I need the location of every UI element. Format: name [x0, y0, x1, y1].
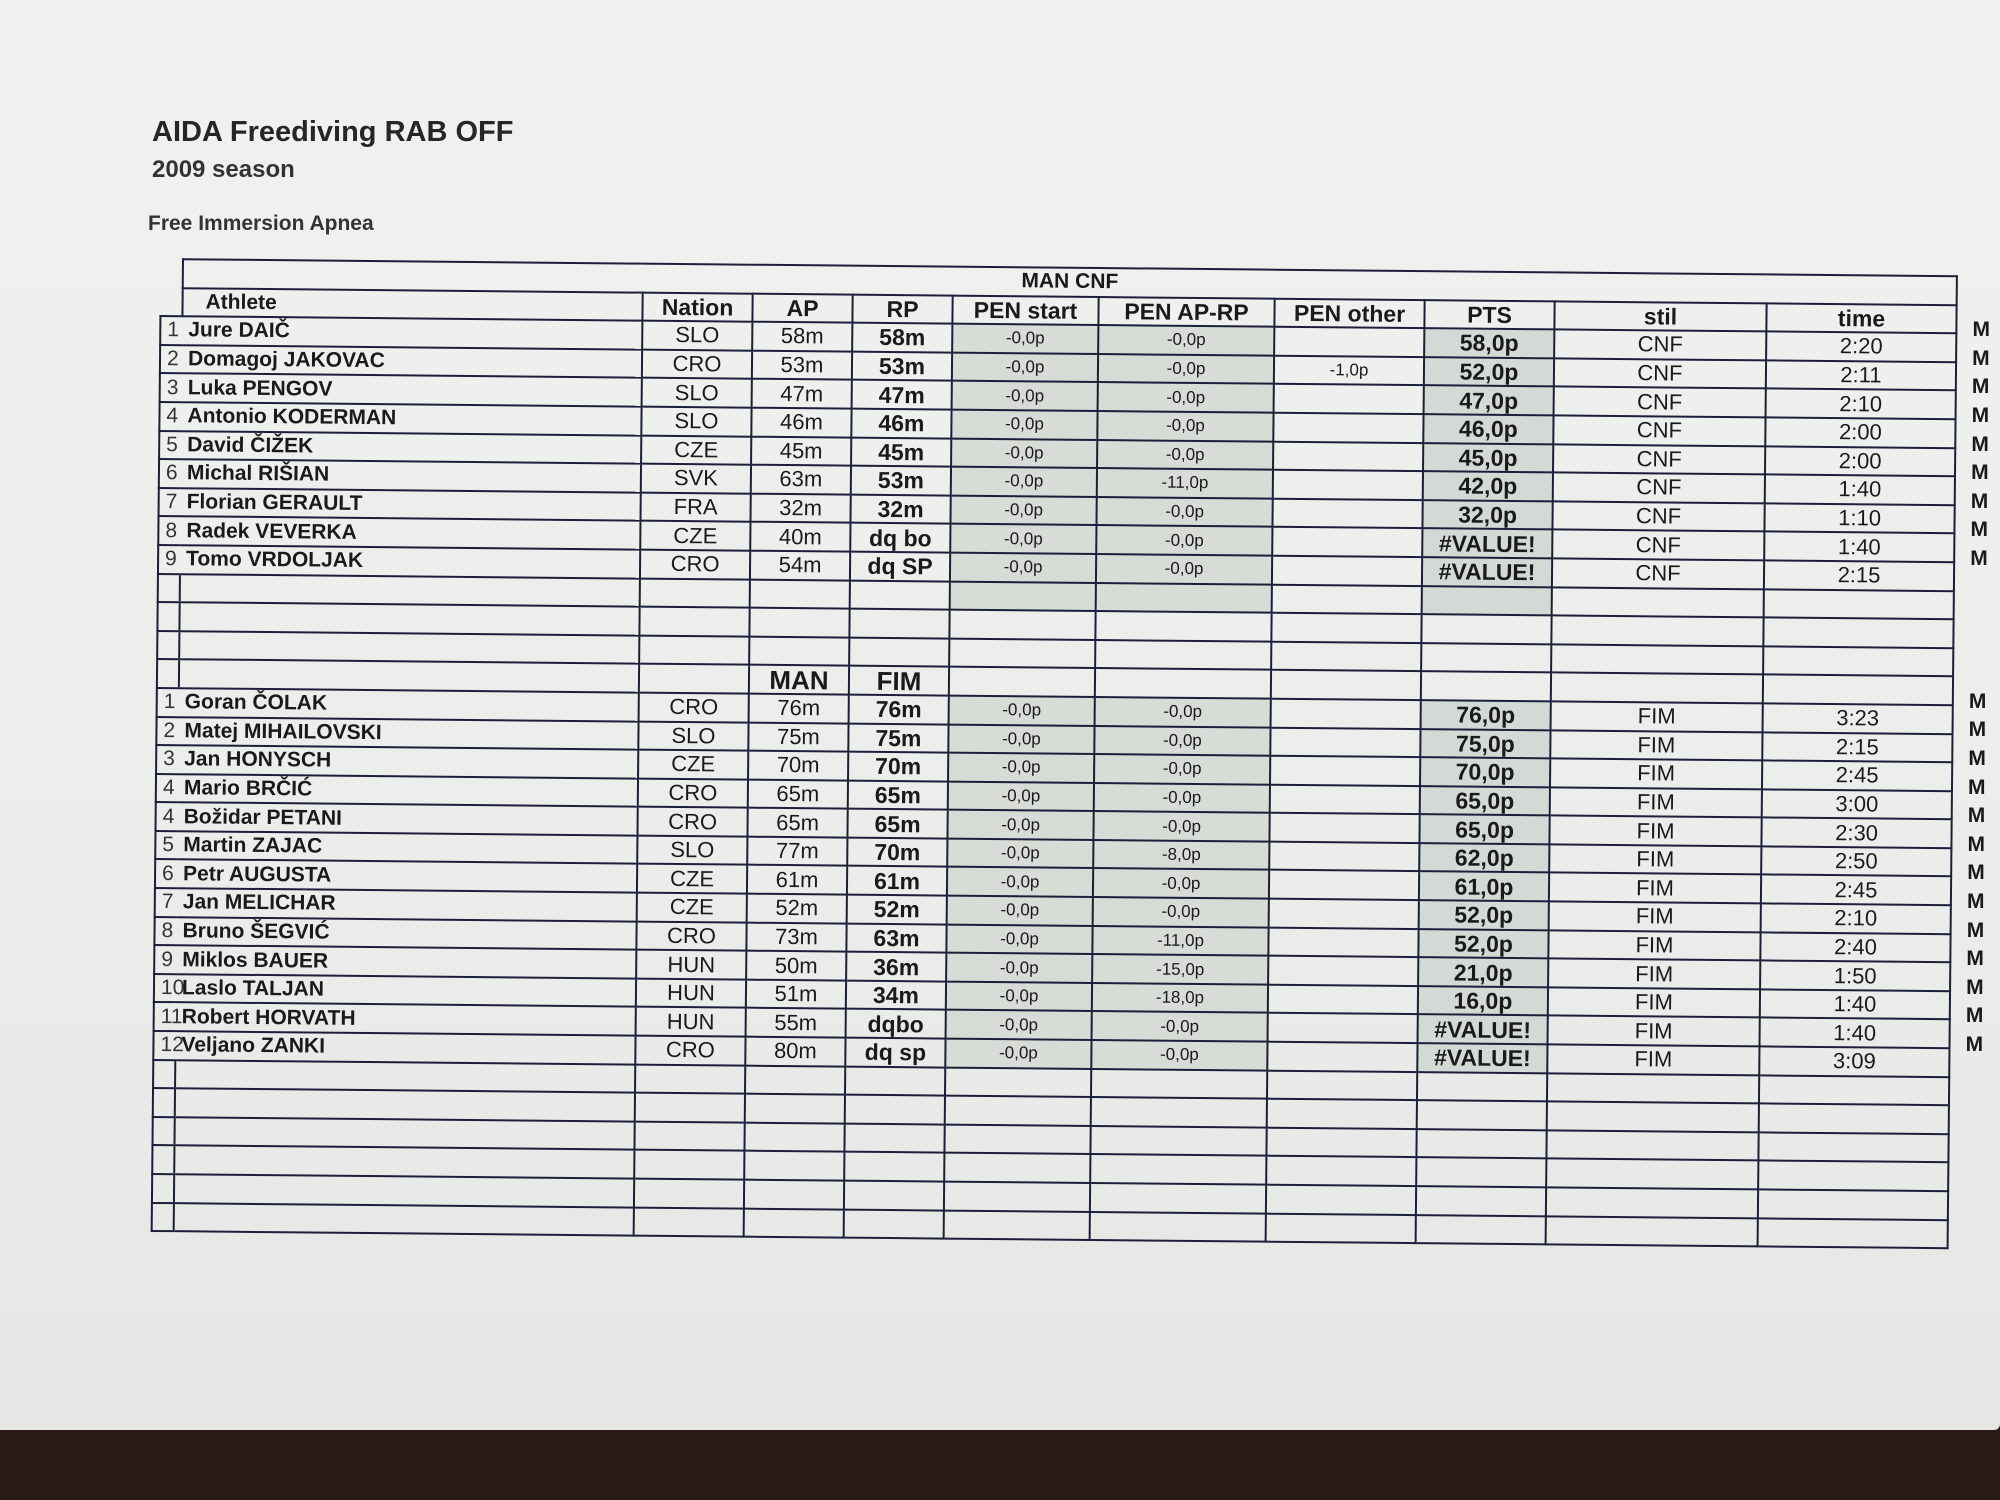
announced-performance: 80m — [745, 1037, 845, 1067]
nation-code: CRO — [636, 921, 746, 951]
realized-performance: 53m — [852, 351, 952, 381]
penalty-start: -0,0p — [952, 324, 1098, 354]
dive-time: 1:10 — [1764, 503, 1954, 533]
penalty-other — [1270, 756, 1420, 786]
points: 45,0p — [1423, 443, 1553, 473]
header-pen-start: PEN start — [952, 295, 1098, 325]
realized-performance: 52m — [847, 895, 947, 925]
realized-performance: dq sp — [845, 1038, 945, 1068]
status-mark: M — [1966, 918, 1985, 942]
penalty-ap-rp: -0,0p — [1096, 525, 1272, 555]
rank-number: 2 — [160, 345, 182, 374]
cnf-results — [158, 316, 1956, 591]
athlete-name: Luka PENGOV — [182, 374, 642, 407]
penalty-ap-rp: -8,0p — [1093, 840, 1269, 870]
nation-code: HUN — [636, 1007, 746, 1037]
nation-code: CZE — [638, 750, 748, 780]
penalty-start: -0,0p — [947, 867, 1093, 897]
status-mark: M — [1972, 318, 1990, 342]
rank-number: 1 — [157, 688, 179, 717]
nation-code: CRO — [642, 349, 752, 379]
penalty-other — [1269, 870, 1419, 900]
rank-number: 11 — [154, 1002, 176, 1031]
announced-performance: 51m — [746, 980, 846, 1010]
penalty-ap-rp: -0,0p — [1094, 754, 1270, 784]
status-mark: M — [1970, 546, 1988, 570]
section-spacer — [157, 574, 1954, 706]
dive-time: 3:00 — [1762, 789, 1952, 819]
style: CNF — [1553, 415, 1765, 446]
penalty-ap-rp: -0,0p — [1095, 697, 1271, 727]
dive-time: 2:10 — [1761, 903, 1951, 933]
style: FIM — [1550, 730, 1762, 761]
points: 46,0p — [1423, 414, 1553, 444]
penalty-ap-rp: -0,0p — [1096, 554, 1272, 584]
penalty-other — [1272, 527, 1422, 557]
announced-performance: 61m — [747, 865, 847, 895]
points: 65,0p — [1420, 786, 1550, 816]
realized-performance: dq bo — [850, 523, 950, 553]
header-nation: Nation — [642, 292, 752, 322]
status-mark: M — [1972, 346, 1990, 370]
athlete-name: Martin ZAJAC — [177, 831, 637, 864]
announced-performance: 50m — [746, 951, 846, 981]
announced-performance: 76m — [749, 694, 849, 724]
dive-time: 3:09 — [1759, 1046, 1949, 1076]
status-mark: M — [1970, 489, 1989, 513]
realized-performance: 45m — [851, 437, 951, 467]
nation-code: SLO — [642, 321, 752, 351]
announced-performance: 65m — [747, 808, 847, 838]
section-label-fim: FIM — [849, 666, 949, 696]
athlete-name: Domagoj JAKOVAC — [182, 345, 642, 378]
penalty-start: -0,0p — [950, 553, 1096, 583]
penalty-other — [1273, 413, 1423, 443]
penalty-start: -0,0p — [950, 495, 1096, 525]
status-mark: M — [1971, 403, 1990, 427]
style: FIM — [1549, 816, 1761, 847]
nation-code: CZE — [637, 864, 747, 894]
points: 16,0p — [1418, 986, 1548, 1016]
realized-performance: 32m — [850, 494, 950, 524]
penalty-other — [1268, 985, 1418, 1015]
status-mark: M — [1968, 775, 1986, 799]
penalty-ap-rp: -0,0p — [1091, 1040, 1267, 1070]
penalty-start: -0,0p — [951, 467, 1097, 497]
status-mark: M — [1966, 890, 1985, 914]
penalty-ap-rp: -0,0p — [1098, 354, 1274, 384]
points: 58,0p — [1424, 328, 1554, 358]
style: FIM — [1547, 1044, 1759, 1075]
header-ap: AP — [752, 293, 852, 323]
nation-code: CRO — [635, 1036, 745, 1066]
nation-code: CRO — [639, 693, 749, 723]
realized-performance: 36m — [846, 952, 946, 982]
points: 21,0p — [1418, 957, 1548, 987]
header-athlete: Athlete — [182, 288, 642, 321]
penalty-other — [1268, 927, 1418, 957]
penalty-ap-rp: -0,0p — [1094, 725, 1270, 755]
rank-number: 4 — [159, 402, 181, 431]
athlete-name: Jan HONYSCH — [178, 745, 638, 778]
points: 52,0p — [1424, 357, 1554, 387]
penalty-ap-rp: -0,0p — [1093, 868, 1269, 898]
style: FIM — [1548, 930, 1760, 961]
rank-number: 2 — [156, 716, 178, 745]
nation-code: FRA — [640, 492, 750, 522]
points: 70,0p — [1420, 757, 1550, 787]
realized-performance: 63m — [846, 923, 946, 953]
realized-performance: 65m — [847, 809, 947, 839]
points: #VALUE! — [1417, 1043, 1547, 1073]
penalty-start: -0,0p — [950, 524, 1096, 554]
header-time: time — [1766, 303, 1956, 333]
header-pen-other: PEN other — [1274, 298, 1424, 328]
dive-time: 1:50 — [1760, 961, 1950, 991]
style: FIM — [1548, 959, 1760, 990]
results-sheet — [151, 258, 1956, 1249]
status-mark: M — [1967, 861, 1985, 885]
penalty-ap-rp: -0,0p — [1098, 325, 1274, 355]
athlete-name: Matej MIHAILOVSKI — [178, 717, 638, 750]
penalty-other — [1272, 498, 1422, 528]
document-title: AIDA Freediving RAB OFF — [152, 116, 514, 148]
athlete-name: Antonio KODERMAN — [181, 402, 641, 435]
penalty-start: -0,0p — [952, 381, 1098, 411]
penalty-other — [1268, 1013, 1418, 1043]
nation-code: SVK — [641, 464, 751, 494]
penalty-start: -0,0p — [948, 753, 1094, 783]
rank-number: 6 — [155, 859, 177, 888]
athlete-name: Miklos BAUER — [176, 945, 636, 978]
status-mark: M — [1965, 1004, 1984, 1028]
dive-time: 2:45 — [1762, 760, 1952, 790]
header-rp: RP — [852, 294, 952, 324]
penalty-ap-rp: -18,0p — [1092, 983, 1268, 1013]
penalty-start: -0,0p — [946, 924, 1092, 954]
announced-performance: 40m — [750, 522, 850, 552]
status-mark: M — [1968, 747, 1986, 771]
nation-code: SLO — [641, 407, 751, 437]
rank-number: 12 — [153, 1031, 175, 1060]
realized-performance: 61m — [847, 866, 947, 896]
dive-time: 1:40 — [1765, 475, 1955, 505]
points: 32,0p — [1422, 500, 1552, 530]
style: FIM — [1550, 758, 1762, 789]
athlete-name: Bruno ŠEGVIĆ — [176, 917, 636, 950]
announced-performance: 77m — [747, 837, 847, 867]
realized-performance: 70m — [848, 752, 948, 782]
document-season: 2009 season — [152, 156, 295, 183]
style: FIM — [1550, 787, 1762, 818]
athlete-name: Jure DAIČ — [182, 316, 642, 349]
penalty-ap-rp: -11,0p — [1097, 468, 1273, 498]
points: 52,0p — [1419, 900, 1549, 930]
announced-performance: 45m — [751, 436, 851, 466]
penalty-other — [1270, 784, 1420, 814]
status-mark: M — [1971, 461, 1989, 485]
dive-time: 2:20 — [1766, 332, 1956, 362]
announced-performance: 75m — [748, 722, 848, 752]
announced-performance: 55m — [746, 1008, 846, 1038]
status-mark: M — [1968, 689, 1987, 713]
penalty-start: -0,0p — [949, 695, 1095, 725]
penalty-start: -0,0p — [947, 896, 1093, 926]
points: #VALUE! — [1422, 557, 1552, 587]
rank-number: 5 — [159, 431, 181, 460]
realized-performance: 53m — [851, 466, 951, 496]
penalty-other — [1274, 327, 1424, 357]
section-label-man: MAN — [749, 665, 849, 695]
penalty-ap-rp: -0,0p — [1093, 897, 1269, 927]
dive-time: 2:15 — [1764, 560, 1954, 590]
style: FIM — [1548, 1016, 1760, 1047]
header-stil: stil — [1554, 301, 1766, 332]
athlete-name: Goran ČOLAK — [179, 688, 639, 721]
penalty-start: -0,0p — [951, 438, 1097, 468]
rank-number: 6 — [159, 459, 181, 488]
style: FIM — [1549, 844, 1761, 875]
points: 52,0p — [1418, 929, 1548, 959]
rank-number: 3 — [160, 373, 182, 402]
rank-number: 4 — [156, 774, 178, 803]
rank-number: 8 — [154, 917, 176, 946]
announced-performance: 65m — [748, 779, 848, 809]
athlete-name: Robert HORVATH — [176, 1003, 636, 1036]
penalty-ap-rp: -0,0p — [1096, 497, 1272, 527]
realized-performance: dqbo — [846, 1009, 946, 1039]
rank-number: 10 — [154, 974, 176, 1003]
penalty-ap-rp: -15,0p — [1092, 954, 1268, 984]
athlete-name: Božidar PETANI — [177, 802, 637, 835]
penalty-start: -0,0p — [951, 410, 1097, 440]
penalty-start: -0,0p — [945, 1039, 1091, 1069]
penalty-other — [1271, 699, 1421, 729]
penalty-start: -0,0p — [946, 981, 1092, 1011]
penalty-other — [1269, 813, 1419, 843]
nation-code: CZE — [637, 893, 747, 923]
status-mark: M — [1970, 518, 1989, 542]
fim-results — [153, 688, 1953, 1077]
style: CNF — [1554, 387, 1766, 418]
penalty-ap-rp: -0,0p — [1092, 1011, 1268, 1041]
athlete-name: Tomo VRDOLJAK — [180, 545, 640, 578]
penalty-other — [1273, 441, 1423, 471]
realized-performance: dq SP — [850, 552, 950, 582]
points: 62,0p — [1419, 843, 1549, 873]
rank-number: 1 — [160, 316, 182, 345]
banner-man-cnf: MAN CNF — [183, 259, 1957, 305]
style: CNF — [1552, 530, 1764, 561]
dive-time: 2:30 — [1761, 818, 1951, 848]
athlete-name: Jan MELICHAR — [177, 888, 637, 921]
nation-code: CRO — [637, 807, 747, 837]
points: 76,0p — [1421, 700, 1551, 730]
penalty-other — [1269, 842, 1419, 872]
nation-code: CRO — [638, 778, 748, 808]
dive-time: 1:40 — [1764, 532, 1954, 562]
athlete-name: Mario BRČIĆ — [178, 774, 638, 807]
announced-performance: 53m — [752, 350, 852, 380]
rank-number: 3 — [156, 745, 178, 774]
dive-time: 1:40 — [1760, 1018, 1950, 1048]
rank-number: 9 — [154, 945, 176, 974]
rank-number: 8 — [158, 516, 180, 545]
points: #VALUE! — [1422, 528, 1552, 558]
penalty-other: -1,0p — [1274, 355, 1424, 385]
status-mark: M — [1968, 718, 1987, 742]
realized-performance: 76m — [849, 695, 949, 725]
penalty-ap-rp: -0,0p — [1097, 411, 1273, 441]
style: CNF — [1553, 473, 1765, 504]
style: FIM — [1549, 901, 1761, 932]
style: FIM — [1551, 701, 1763, 732]
athlete-name: Radek VEVERKA — [180, 517, 640, 550]
realized-performance: 75m — [848, 723, 948, 753]
status-mark: M — [1967, 804, 1986, 828]
status-mark: M — [1966, 975, 1984, 999]
dive-time: 2:00 — [1765, 446, 1955, 476]
nation-code: SLO — [637, 835, 747, 865]
dive-time: 2:15 — [1762, 732, 1952, 762]
style: CNF — [1554, 330, 1766, 361]
points: #VALUE! — [1418, 1015, 1548, 1045]
athlete-name: David ČIŽEK — [181, 431, 641, 464]
dive-time: 3:23 — [1763, 703, 1953, 733]
announced-performance: 52m — [747, 894, 847, 924]
realized-performance: 58m — [852, 323, 952, 353]
announced-performance: 32m — [750, 493, 850, 523]
nation-code: CZE — [640, 521, 750, 551]
points: 65,0p — [1419, 814, 1549, 844]
nation-code: CZE — [641, 435, 751, 465]
style: FIM — [1548, 987, 1760, 1018]
announced-performance: 73m — [746, 922, 846, 952]
points: 75,0p — [1420, 729, 1550, 759]
nation-code: SLO — [642, 378, 752, 408]
penalty-other — [1267, 1042, 1417, 1072]
penalty-ap-rp: -0,0p — [1098, 382, 1274, 412]
points: 42,0p — [1423, 471, 1553, 501]
results-table — [151, 258, 1958, 1249]
rank-number: 7 — [159, 488, 181, 517]
announced-performance: 63m — [751, 465, 851, 495]
athlete-name: Petr AUGUSTA — [177, 860, 637, 893]
athlete-name: Laslo TALJAN — [176, 974, 636, 1007]
points: 61,0p — [1419, 872, 1549, 902]
nation-code: HUN — [636, 978, 746, 1008]
realized-performance: 46m — [851, 409, 951, 439]
penalty-start: -0,0p — [946, 953, 1092, 983]
dive-time: 2:10 — [1766, 389, 1956, 419]
announced-performance: 47m — [752, 379, 852, 409]
announced-performance: 58m — [752, 322, 852, 352]
rank-number: 4 — [156, 802, 178, 831]
header-pts: PTS — [1424, 300, 1554, 330]
status-mark: M — [1967, 832, 1985, 856]
announced-performance: 70m — [748, 751, 848, 781]
nation-code: HUN — [636, 950, 746, 980]
penalty-start: -0,0p — [947, 810, 1093, 840]
status-mark: M — [1971, 375, 1990, 399]
penalty-ap-rp: -11,0p — [1092, 926, 1268, 956]
dive-time: 2:50 — [1761, 846, 1951, 876]
status-mark: M — [1971, 432, 1989, 456]
penalty-start: -0,0p — [948, 781, 1094, 811]
penalty-other — [1270, 727, 1420, 757]
penalty-start: -0,0p — [947, 838, 1093, 868]
penalty-ap-rp: -0,0p — [1094, 783, 1270, 813]
penalty-other — [1269, 899, 1419, 929]
penalty-ap-rp: -0,0p — [1097, 440, 1273, 470]
discipline-label: Free Immersion Apnea — [148, 212, 374, 235]
athlete-name: Veljano ZANKI — [175, 1031, 635, 1064]
nation-code: CRO — [640, 550, 750, 580]
rank-number: 7 — [155, 888, 177, 917]
nation-code: SLO — [638, 721, 748, 751]
athlete-name: Florian GERAULT — [181, 488, 641, 521]
header-pen-ap-rp: PEN AP-RP — [1098, 297, 1274, 327]
penalty-start: -0,0p — [948, 724, 1094, 754]
penalty-ap-rp: -0,0p — [1093, 811, 1269, 841]
penalty-start: -0,0p — [952, 352, 1098, 382]
realized-performance: 47m — [852, 380, 952, 410]
dive-time: 2:40 — [1760, 932, 1950, 962]
dive-time: 2:11 — [1766, 360, 1956, 390]
penalty-other — [1273, 470, 1423, 500]
status-mark: M — [1966, 947, 1984, 971]
penalty-start: -0,0p — [946, 1010, 1092, 1040]
status-mark: M — [1965, 1033, 1984, 1056]
rank-number: 5 — [155, 831, 177, 860]
style: CNF — [1552, 501, 1764, 532]
dive-time: 1:40 — [1760, 989, 1950, 1019]
rank-number: 9 — [158, 545, 180, 574]
penalty-other — [1272, 556, 1422, 586]
style: CNF — [1553, 444, 1765, 475]
penalty-other — [1268, 956, 1418, 986]
penalty-other — [1274, 384, 1424, 414]
empty-rows — [152, 1060, 1950, 1249]
style: CNF — [1554, 358, 1766, 389]
style: FIM — [1549, 873, 1761, 904]
realized-performance: 65m — [848, 780, 948, 810]
style: CNF — [1552, 558, 1764, 589]
realized-performance: 70m — [847, 838, 947, 868]
dive-time: 2:00 — [1765, 417, 1955, 447]
announced-performance: 46m — [751, 408, 851, 438]
announced-performance: 54m — [750, 551, 850, 581]
realized-performance: 34m — [846, 980, 946, 1010]
points: 47,0p — [1424, 386, 1554, 416]
athlete-name: Michal RIŠIAN — [181, 459, 641, 492]
dive-time: 2:45 — [1761, 875, 1951, 905]
